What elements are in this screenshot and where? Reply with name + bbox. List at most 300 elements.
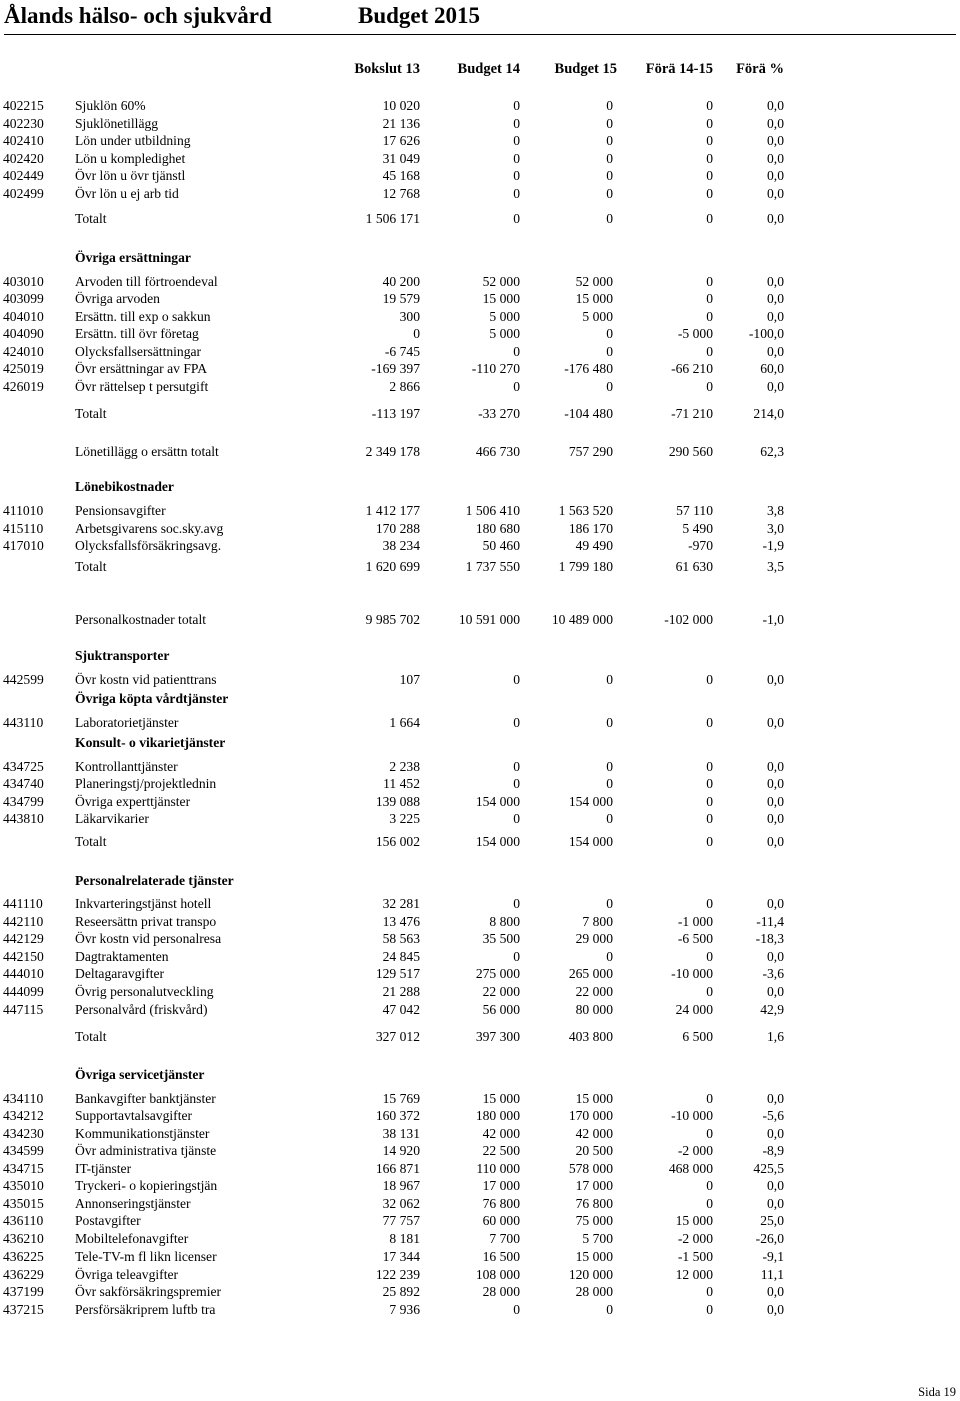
fora-pct-cell: 11,1 (760, 1267, 784, 1282)
account-code: 402230 (3, 116, 44, 131)
section-heading: Sjuktransporter (75, 648, 170, 663)
account-name: Totalt (75, 1029, 107, 1044)
account-code: 444099 (3, 984, 44, 999)
budget14-cell: 0 (513, 98, 520, 113)
table-row (0, 360, 960, 377)
budget15-cell: 10 489 000 (551, 612, 613, 627)
fora-pct-cell: 0,0 (767, 379, 784, 394)
budget15-cell: 265 000 (568, 966, 613, 981)
table-row (0, 1195, 960, 1212)
bokslut13-cell: -113 197 (371, 406, 420, 421)
budget14-cell: 50 460 (482, 538, 520, 553)
fora-1415-cell: -1 000 (677, 914, 713, 929)
budget15-cell: 0 (606, 116, 613, 131)
fora-1415-cell: 0 (706, 1302, 713, 1317)
fora-1415-cell: 290 560 (668, 444, 713, 459)
col-header-budget14: Budget 14 (457, 61, 520, 77)
bokslut13-cell: 32 281 (382, 896, 420, 911)
table-row (0, 965, 960, 982)
account-code: 402449 (3, 168, 44, 183)
budget14-cell: 15 000 (482, 291, 520, 306)
budget14-cell: 0 (513, 672, 520, 687)
bokslut13-cell: 45 168 (382, 168, 420, 183)
summary-row (0, 833, 960, 850)
bokslut13-cell: 9 985 702 (365, 612, 420, 627)
fora-pct-cell: 0,0 (767, 344, 784, 359)
table-row (0, 1142, 960, 1159)
bokslut13-cell: 14 920 (382, 1143, 420, 1158)
section-heading: Övriga köpta vårdtjänster (75, 691, 229, 706)
section-heading: Konsult- o vikarietjänster (75, 735, 226, 750)
account-code: 436225 (3, 1249, 44, 1264)
fora-1415-cell: 61 630 (675, 559, 713, 574)
account-code: 424010 (3, 344, 44, 359)
table-row (0, 810, 960, 827)
bokslut13-cell: 32 062 (382, 1196, 420, 1211)
table-row (0, 273, 960, 290)
col-header-fora-pct: Förä % (736, 61, 784, 77)
budget14-cell: 0 (513, 168, 520, 183)
bokslut13-cell: 77 757 (382, 1213, 420, 1228)
budget15-cell: 52 000 (575, 274, 613, 289)
table-row (0, 308, 960, 325)
fora-1415-cell: 0 (706, 1284, 713, 1299)
budget14-cell: 16 500 (482, 1249, 520, 1264)
section-heading: Övriga servicetjänster (75, 1067, 205, 1082)
fora-1415-cell: 0 (706, 116, 713, 131)
fora-1415-cell: 0 (706, 949, 713, 964)
account-code: 437215 (3, 1302, 44, 1317)
account-name: Totalt (75, 406, 107, 421)
bokslut13-cell: 1 412 177 (365, 503, 420, 518)
budget14-cell: 0 (513, 344, 520, 359)
account-name: Lön under utbildning (75, 133, 191, 148)
account-code: 434740 (3, 776, 44, 791)
table-row (0, 150, 960, 167)
fora-1415-cell: 0 (706, 186, 713, 201)
budget15-cell: 28 000 (575, 1284, 613, 1299)
budget15-cell: 0 (606, 326, 613, 341)
fora-1415-cell: 0 (706, 896, 713, 911)
account-code: 434230 (3, 1126, 44, 1141)
account-name: Reseersättn privat transpo (75, 914, 217, 929)
table-row (0, 895, 960, 912)
account-code: 434212 (3, 1108, 44, 1123)
fora-1415-cell: 57 110 (676, 503, 713, 518)
fora-pct-cell: 0,0 (767, 715, 784, 730)
account-name: Övr ersättningar av FPA (75, 361, 208, 376)
fora-1415-cell: -5 000 (677, 326, 713, 341)
account-name: Ersättn. till övr företag (75, 326, 199, 341)
summary-row (0, 405, 960, 422)
section-heading-row (0, 478, 960, 495)
bokslut13-cell: 7 936 (389, 1302, 420, 1317)
table-row (0, 325, 960, 342)
budget15-cell: 20 500 (575, 1143, 613, 1158)
account-name: Laboratorietjänster (75, 715, 179, 730)
account-code: 402410 (3, 133, 44, 148)
budget14-cell: 108 000 (475, 1267, 520, 1282)
col-header-budget15: Budget 15 (554, 61, 617, 77)
account-name: Supportavtalsavgifter (75, 1108, 193, 1123)
budget14-cell: 15 000 (482, 1091, 520, 1106)
account-code: 434599 (3, 1143, 44, 1158)
fora-pct-cell: 0,0 (767, 834, 784, 849)
bokslut13-cell: 327 012 (375, 1029, 420, 1044)
account-name: Övr administrativa tjänste (75, 1143, 217, 1158)
budget14-cell: 8 800 (489, 914, 520, 929)
fora-1415-cell: 0 (706, 759, 713, 774)
table-row (0, 1160, 960, 1177)
bokslut13-cell: 38 234 (382, 538, 420, 553)
budget14-cell: 466 730 (475, 444, 520, 459)
account-name: Arbetsgivarens soc.sky.avg (75, 521, 224, 536)
table-row (0, 1212, 960, 1229)
budget15-cell: 154 000 (568, 794, 613, 809)
budget15-cell: 7 800 (582, 914, 613, 929)
budget15-cell: 0 (606, 168, 613, 183)
budget15-cell: 0 (606, 776, 613, 791)
table-row (0, 948, 960, 965)
account-name: Inkvarteringstjänst hotell (75, 896, 212, 911)
bokslut13-cell: 11 452 (383, 776, 420, 791)
account-name: Dagtraktamenten (75, 949, 169, 964)
account-code: 402499 (3, 186, 44, 201)
fora-pct-cell: 0,0 (767, 291, 784, 306)
account-name: Tryckeri- o kopieringstjän (75, 1178, 218, 1193)
table-row (0, 167, 960, 184)
table-row (0, 343, 960, 360)
fora-1415-cell: -10 000 (671, 966, 713, 981)
fora-1415-cell: -10 000 (671, 1108, 713, 1123)
fora-1415-cell: 0 (706, 672, 713, 687)
fora-1415-cell: 0 (706, 309, 713, 324)
budget14-cell: -110 270 (471, 361, 520, 376)
summary-row (0, 611, 960, 628)
fora-pct-cell: 62,3 (760, 444, 784, 459)
account-name: Övriga arvoden (75, 291, 160, 306)
bokslut13-cell: 12 768 (382, 186, 420, 201)
account-name: Kontrollanttjänster (75, 759, 178, 774)
budget14-cell: 154 000 (475, 794, 520, 809)
bokslut13-cell: 10 020 (382, 98, 420, 113)
fora-pct-cell: 1,6 (767, 1029, 784, 1044)
summary-row (0, 210, 960, 227)
fora-pct-cell: 0,0 (767, 309, 784, 324)
account-code: 434799 (3, 794, 44, 809)
fora-1415-cell: 0 (706, 151, 713, 166)
fora-1415-cell: 12 000 (675, 1267, 713, 1282)
fora-1415-cell: 0 (706, 379, 713, 394)
table-row (0, 115, 960, 132)
account-code: 436210 (3, 1231, 44, 1246)
summary-row (0, 1028, 960, 1045)
table-row (0, 502, 960, 519)
budget14-cell: 0 (513, 151, 520, 166)
budget14-cell: 1 737 550 (465, 559, 520, 574)
table-row (0, 1301, 960, 1318)
budget15-cell: 0 (606, 186, 613, 201)
account-name: Annonseringstjänster (75, 1196, 191, 1211)
bokslut13-cell: 2 349 178 (365, 444, 420, 459)
budget15-cell: 0 (606, 151, 613, 166)
budget15-cell: 42 000 (575, 1126, 613, 1141)
fora-1415-cell: 0 (706, 344, 713, 359)
fora-pct-cell: 214,0 (753, 406, 784, 421)
section-heading-row (0, 734, 960, 751)
table-row (0, 913, 960, 930)
document-title: Ålands hälso- och sjukvård (4, 3, 272, 28)
fora-pct-cell: -11,4 (756, 914, 784, 929)
account-name: Totalt (75, 559, 107, 574)
account-name: Mobiltelefonavgifter (75, 1231, 189, 1246)
budget14-cell: 0 (513, 776, 520, 791)
fora-1415-cell: 0 (706, 984, 713, 999)
account-name: Personalvård (friskvård) (75, 1002, 208, 1017)
account-code: 417010 (3, 538, 44, 553)
account-name: Lönetillägg o ersättn totalt (75, 444, 219, 459)
fora-pct-cell: 0,0 (767, 98, 784, 113)
fora-pct-cell: 0,0 (767, 984, 784, 999)
fora-pct-cell: -9,1 (762, 1249, 784, 1264)
account-code: 403099 (3, 291, 44, 306)
table-row (0, 132, 960, 149)
fora-1415-cell: -970 (688, 538, 713, 553)
bokslut13-cell: 17 626 (382, 133, 420, 148)
bokslut13-cell: 1 620 699 (365, 559, 420, 574)
bokslut13-cell: 24 845 (382, 949, 420, 964)
fora-pct-cell: -5,6 (762, 1108, 784, 1123)
table-row (0, 714, 960, 731)
table-row (0, 185, 960, 202)
bokslut13-cell: 13 476 (382, 914, 420, 929)
table-row (0, 97, 960, 114)
budget15-cell: 5 000 (582, 309, 613, 324)
bokslut13-cell: 0 (413, 326, 420, 341)
bokslut13-cell: 25 892 (382, 1284, 420, 1299)
budget14-cell: 56 000 (482, 1002, 520, 1017)
fora-pct-cell: -1,9 (762, 538, 784, 553)
account-name: Lön u kompledighet (75, 151, 186, 166)
budget15-cell: 0 (606, 211, 613, 226)
account-name: Läkarvikarier (75, 811, 149, 826)
budget15-cell: 0 (606, 715, 613, 730)
fora-pct-cell: 0,0 (767, 1178, 784, 1193)
budget15-cell: 29 000 (575, 931, 613, 946)
budget14-cell: 0 (513, 379, 520, 394)
table-row (0, 1090, 960, 1107)
budget15-cell: -176 480 (564, 361, 613, 376)
fora-pct-cell: 425,5 (753, 1161, 784, 1176)
fora-pct-cell: -3,6 (762, 966, 784, 981)
table-row (0, 1001, 960, 1018)
fora-1415-cell: 0 (706, 133, 713, 148)
budget14-cell: 0 (513, 1302, 520, 1317)
fora-pct-cell: 0,0 (767, 1126, 784, 1141)
budget15-cell: 5 700 (582, 1231, 613, 1246)
fora-1415-cell: 0 (706, 794, 713, 809)
fora-1415-cell: 24 000 (675, 1002, 713, 1017)
budget14-cell: 5 000 (489, 326, 520, 341)
table-row (0, 1125, 960, 1142)
section-heading-row (0, 647, 960, 664)
budget14-cell: 0 (513, 811, 520, 826)
budget15-cell: 0 (606, 98, 613, 113)
fora-1415-cell: 0 (706, 1178, 713, 1193)
budget15-cell: 154 000 (568, 834, 613, 849)
account-name: Ersättn. till exp o sakkun (75, 309, 211, 324)
bokslut13-cell: 21 136 (382, 116, 420, 131)
table-row (0, 1107, 960, 1124)
account-name: Övr kostn vid personalresa (75, 931, 222, 946)
bokslut13-cell: 139 088 (375, 794, 420, 809)
fora-pct-cell: 0,0 (767, 1196, 784, 1211)
bokslut13-cell: 129 517 (375, 966, 420, 981)
fora-1415-cell: -66 210 (671, 361, 713, 376)
budget14-cell: 17 000 (482, 1178, 520, 1193)
summary-row (0, 443, 960, 460)
account-name: Övriga experttjänster (75, 794, 191, 809)
account-name: Totalt (75, 211, 107, 226)
budget15-cell: 0 (606, 1302, 613, 1317)
col-header-fora-1415: Förä 14-15 (645, 61, 713, 77)
fora-1415-cell: 0 (706, 715, 713, 730)
fora-pct-cell: 0,0 (767, 672, 784, 687)
account-name: Sjuklön 60% (75, 98, 146, 113)
fora-1415-cell: 0 (706, 98, 713, 113)
budget15-cell: 1 799 180 (558, 559, 613, 574)
bokslut13-cell: 122 239 (375, 1267, 420, 1282)
account-name: Övr rättelsep t persutgift (75, 379, 209, 394)
budget15-cell: 0 (606, 759, 613, 774)
fora-1415-cell: 0 (706, 274, 713, 289)
fora-1415-cell: 0 (706, 834, 713, 849)
budget15-cell: 17 000 (575, 1178, 613, 1193)
bokslut13-cell: 156 002 (375, 834, 420, 849)
fora-pct-cell: 3,0 (767, 521, 784, 536)
fora-pct-cell: -26,0 (755, 1231, 784, 1246)
fora-1415-cell: 0 (706, 776, 713, 791)
bokslut13-cell: 19 579 (382, 291, 420, 306)
section-heading-row (0, 249, 960, 266)
account-code: 434715 (3, 1161, 44, 1176)
budget15-cell: 75 000 (575, 1213, 613, 1228)
page-number: Sida 19 (918, 1385, 956, 1399)
fora-pct-cell: 42,9 (760, 1002, 784, 1017)
account-code: 404010 (3, 309, 44, 324)
section-heading: Lönebikostnader (75, 479, 174, 494)
budget14-cell: 35 500 (482, 931, 520, 946)
budget15-cell: 15 000 (575, 291, 613, 306)
section-heading-row (0, 1066, 960, 1083)
budget14-cell: 0 (513, 896, 520, 911)
account-name: Planeringstj/projektlednin (75, 776, 217, 791)
account-code: 435015 (3, 1196, 44, 1211)
section-heading-row (0, 872, 960, 889)
account-name: Bankavgifter banktjänster (75, 1091, 216, 1106)
budget14-cell: 0 (513, 116, 520, 131)
bokslut13-cell: 17 344 (382, 1249, 420, 1264)
budget15-cell: 757 290 (568, 444, 613, 459)
account-code: 402420 (3, 151, 44, 166)
budget-title: Budget 2015 (358, 3, 481, 28)
table-row (0, 378, 960, 395)
fora-1415-cell: -1 500 (677, 1249, 713, 1264)
bokslut13-cell: 2 866 (389, 379, 420, 394)
fora-pct-cell: 0,0 (767, 186, 784, 201)
bokslut13-cell: 40 200 (382, 274, 420, 289)
fora-1415-cell: 0 (706, 1126, 713, 1141)
fora-pct-cell: 0,0 (767, 151, 784, 166)
fora-pct-cell: 0,0 (767, 1284, 784, 1299)
budget15-cell: 80 000 (575, 1002, 613, 1017)
account-name: Persförsäkriprem luftb tra (75, 1302, 216, 1317)
budget15-cell: 15 000 (575, 1249, 613, 1264)
budget15-cell: 0 (606, 344, 613, 359)
budget15-cell: 120 000 (568, 1267, 613, 1282)
account-name: Övrig personalutveckling (75, 984, 214, 999)
fora-1415-cell: -2 000 (677, 1143, 713, 1158)
budget14-cell: 60 000 (482, 1213, 520, 1228)
bokslut13-cell: 38 131 (382, 1126, 420, 1141)
account-name: Olycksfallsersättningar (75, 344, 202, 359)
fora-pct-cell: -100,0 (748, 326, 784, 341)
table-row (0, 793, 960, 810)
account-code: 437199 (3, 1284, 44, 1299)
budget15-cell: 22 000 (575, 984, 613, 999)
budget14-cell: 0 (513, 211, 520, 226)
bokslut13-cell: 47 042 (382, 1002, 420, 1017)
budget15-cell: 0 (606, 949, 613, 964)
table-row (0, 290, 960, 307)
fora-pct-cell: 0,0 (767, 794, 784, 809)
budget15-cell: 0 (606, 133, 613, 148)
budget14-cell: 0 (513, 133, 520, 148)
budget14-cell: 76 800 (482, 1196, 520, 1211)
budget14-cell: 7 700 (489, 1231, 520, 1246)
budget15-cell: 49 490 (575, 538, 613, 553)
account-code: 441110 (3, 896, 43, 911)
fora-1415-cell: 0 (706, 168, 713, 183)
budget15-cell: 0 (606, 896, 613, 911)
budget15-cell: 186 170 (568, 521, 613, 536)
table-row (0, 1266, 960, 1283)
fora-pct-cell: -1,0 (762, 612, 784, 627)
fora-pct-cell: 0,0 (767, 1302, 784, 1317)
table-row (0, 1283, 960, 1300)
account-code: 435010 (3, 1178, 44, 1193)
budget14-cell: 22 000 (482, 984, 520, 999)
budget14-cell: 0 (513, 186, 520, 201)
budget15-cell: 0 (606, 672, 613, 687)
budget15-cell: 1 563 520 (558, 503, 613, 518)
fora-pct-cell: 0,0 (767, 759, 784, 774)
fora-1415-cell: 0 (706, 1196, 713, 1211)
bokslut13-cell: 166 871 (375, 1161, 420, 1176)
bokslut13-cell: 21 288 (382, 984, 420, 999)
fora-pct-cell: 0,0 (767, 133, 784, 148)
account-name: Totalt (75, 834, 107, 849)
fora-1415-cell: -6 500 (677, 931, 713, 946)
budget14-cell: 5 000 (489, 309, 520, 324)
account-name: Kommunikationstjänster (75, 1126, 210, 1141)
budget14-cell: -33 270 (478, 406, 520, 421)
fora-1415-cell: 6 500 (682, 1029, 713, 1044)
budget14-cell: 180 680 (475, 521, 520, 536)
budget15-cell: 0 (606, 811, 613, 826)
fora-pct-cell: 3,5 (767, 559, 784, 574)
table-row (0, 775, 960, 792)
